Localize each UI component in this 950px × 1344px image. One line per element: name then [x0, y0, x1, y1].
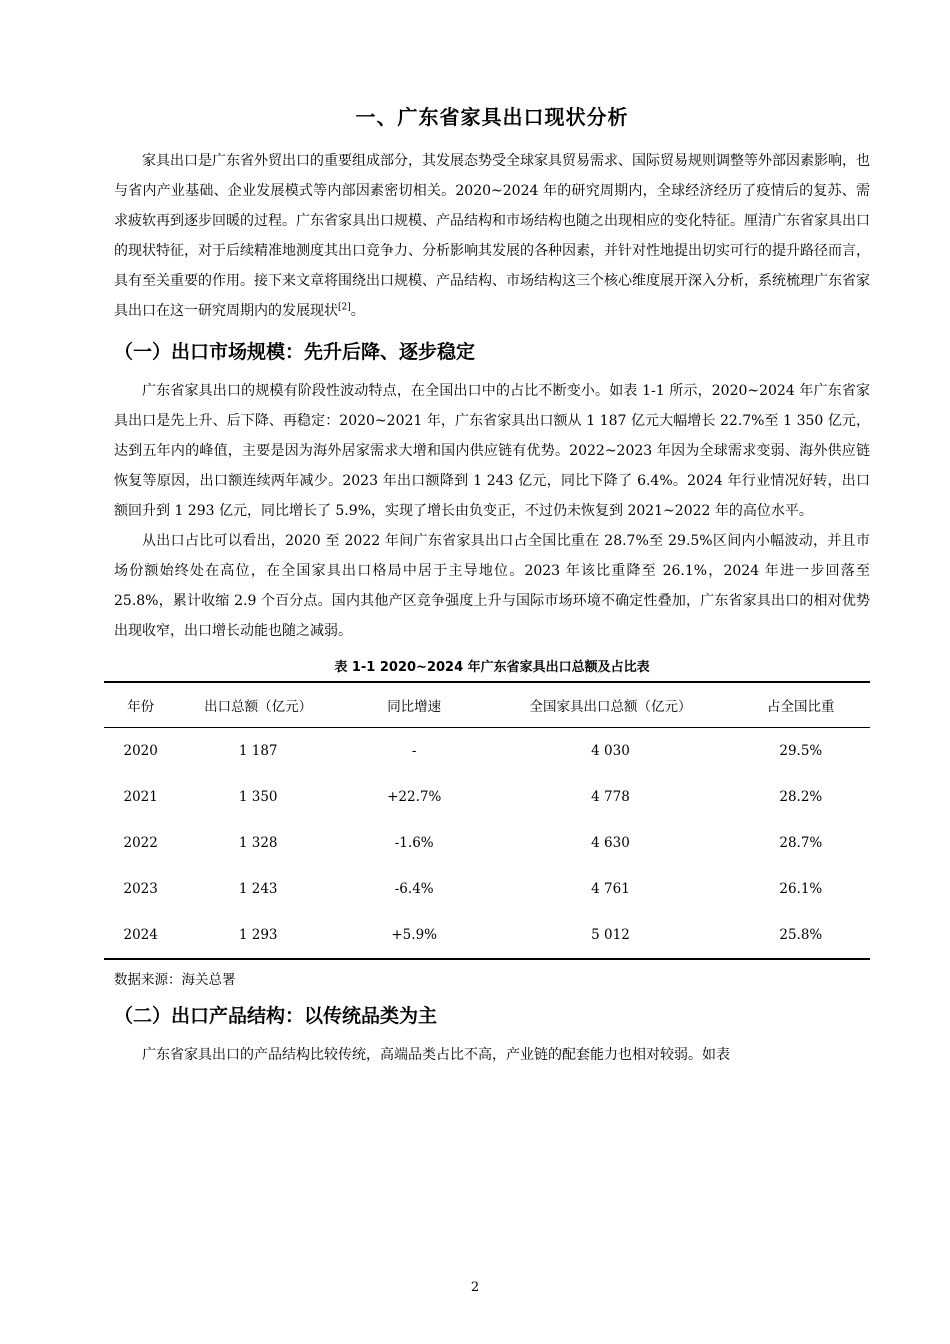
cell-national-share: 28.7%: [779, 835, 823, 851]
cell-year: 2021: [123, 789, 158, 805]
document-page: [114, 98, 870, 1070]
cell-national-share: 28.2%: [779, 789, 823, 805]
intro-paragraph: [114, 146, 870, 326]
cell-export-total: 1 187: [238, 743, 278, 759]
scale-paragraph-2: 从出口占比可以看出，2020 至 2022 年间广东省家具出口占全国比重在 28.7%至 29.5%区间内小幅波动，并且市场份额始终处在高位，在全国家具出口格局中居于主导地位。2023 年该比重降至 26.1%，2024 年进一步回落至 25.8%，累计收缩 2.9 个百分点。国内其他产区竞争强度上升与国际市场环境不确定性叠加，广东省家具出口的相对优势出现收窄，出口增长动能也随之减弱。: [114, 533, 870, 639]
cell-national-total: 4 030: [591, 743, 630, 759]
cell-national-share: 26.1%: [779, 881, 823, 897]
scale-paragraph-1: 广东省家具出口的规模有阶段性波动特点，在全国出口中的占比不断变小。如表 1-1 所示，2020~2024 年广东省家具出口是先上升、后下降、再稳定：2020~2021 年，广东省家具出口额从 1 187 亿元大幅增长 22.7%至 1 350 亿元，达到五年内的峰值，主要是因为海外居家需求大增和国内供应链有优势。2022~2023 年因为全球需求变弱、海外供应链恢复等原因，出口额连续两年减少。2023 年出口额降到 1 243 亿元，同比下降了 6.4%。2024 年行业情况好转，出口额回升到 1 293 亿元，同比增长了 5.9%，实现了增长由负变正，不过仍未恢复到 2021~2022 年的高位水平。: [114, 383, 870, 519]
table-header-row: [104, 682, 870, 728]
cell-yoy-growth: -: [411, 743, 417, 759]
citation-ref: [2]: [338, 302, 351, 313]
cell-national-total: 4 761: [591, 881, 630, 897]
cell-export-total: 1 243: [238, 881, 278, 897]
cell-year: 2024: [123, 927, 158, 943]
cell-national-total: 4 778: [591, 789, 630, 805]
cell-year: 2023: [123, 881, 158, 897]
header-national-share: 占全国比重: [767, 699, 835, 715]
page-number: 2: [470, 1280, 480, 1295]
cell-yoy-growth: +5.9%: [391, 927, 437, 943]
cell-export-total: 1 350: [238, 789, 278, 805]
cell-yoy-growth: +22.7%: [387, 789, 442, 805]
export-table: [104, 681, 870, 960]
table-row: [104, 820, 870, 866]
cell-year: 2020: [123, 743, 158, 759]
header-export-total: 出口总额（亿元）: [204, 699, 313, 715]
cell-yoy-growth: -1.6%: [394, 835, 434, 851]
cell-year: 2022: [123, 835, 158, 851]
table-source: 数据来源：海关总署: [114, 972, 236, 988]
intro-text: 家具出口是广东省外贸出口的重要组成部分，其发展态势受全球家具贸易需求、国际贸易规则调整等外部因素影响，也与省内产业基础、企业发展模式等内部因素密切相关。2020~2024 年的研究周期内，全球经济经历了疫情后的复苏、需求疲软再到逐步回暖的过程。广东省家具出口规模、产品结构和市场结构也随之出现相应的变化特征。厘清广东省家具出口的现状特征，对于后续精准地测度其出口竞争力、分析影响其发展的各种因素，并针对性地提出切实可行的提升路径而言，具有至关重要的作用。接下来文章将围绕出口规模、产品结构、市场结构这三个核心维度展开深入分析，系统梳理广东省家具出口在这一研究周期内的发展现状: [114, 153, 870, 319]
table-row: [104, 866, 870, 912]
table-caption: 表 1-1 2020~2024 年广东省家具出口总额及占比表: [334, 660, 650, 675]
cell-national-total: 5 012: [591, 927, 630, 943]
subsection-title-products: （二）出口产品结构：以传统品类为主: [114, 1005, 438, 1027]
cell-yoy-growth: -6.4%: [394, 881, 434, 897]
intro-end: 。: [350, 303, 365, 319]
table-row: [104, 912, 870, 959]
cell-national-share: 25.8%: [779, 927, 823, 943]
header-national-total: 全国家具出口总额（亿元）: [529, 699, 692, 715]
products-paragraph: 广东省家具出口的产品结构比较传统，高端品类占比不高，产业链的配套能力也相对较弱。如表: [142, 1047, 730, 1063]
table-row: [104, 728, 870, 775]
cell-export-total: 1 293: [238, 927, 278, 943]
header-yoy-growth: 同比增速: [387, 699, 442, 715]
subsection-title-scale: （一）出口市场规模：先升后降、逐步稳定: [114, 341, 476, 363]
header-year: 年份: [127, 699, 155, 715]
cell-national-share: 29.5%: [779, 743, 823, 759]
cell-export-total: 1 328: [238, 835, 278, 851]
section-title: 一、广东省家具出口现状分析: [355, 105, 629, 129]
table-row: [104, 774, 870, 820]
cell-national-total: 4 630: [591, 835, 630, 851]
